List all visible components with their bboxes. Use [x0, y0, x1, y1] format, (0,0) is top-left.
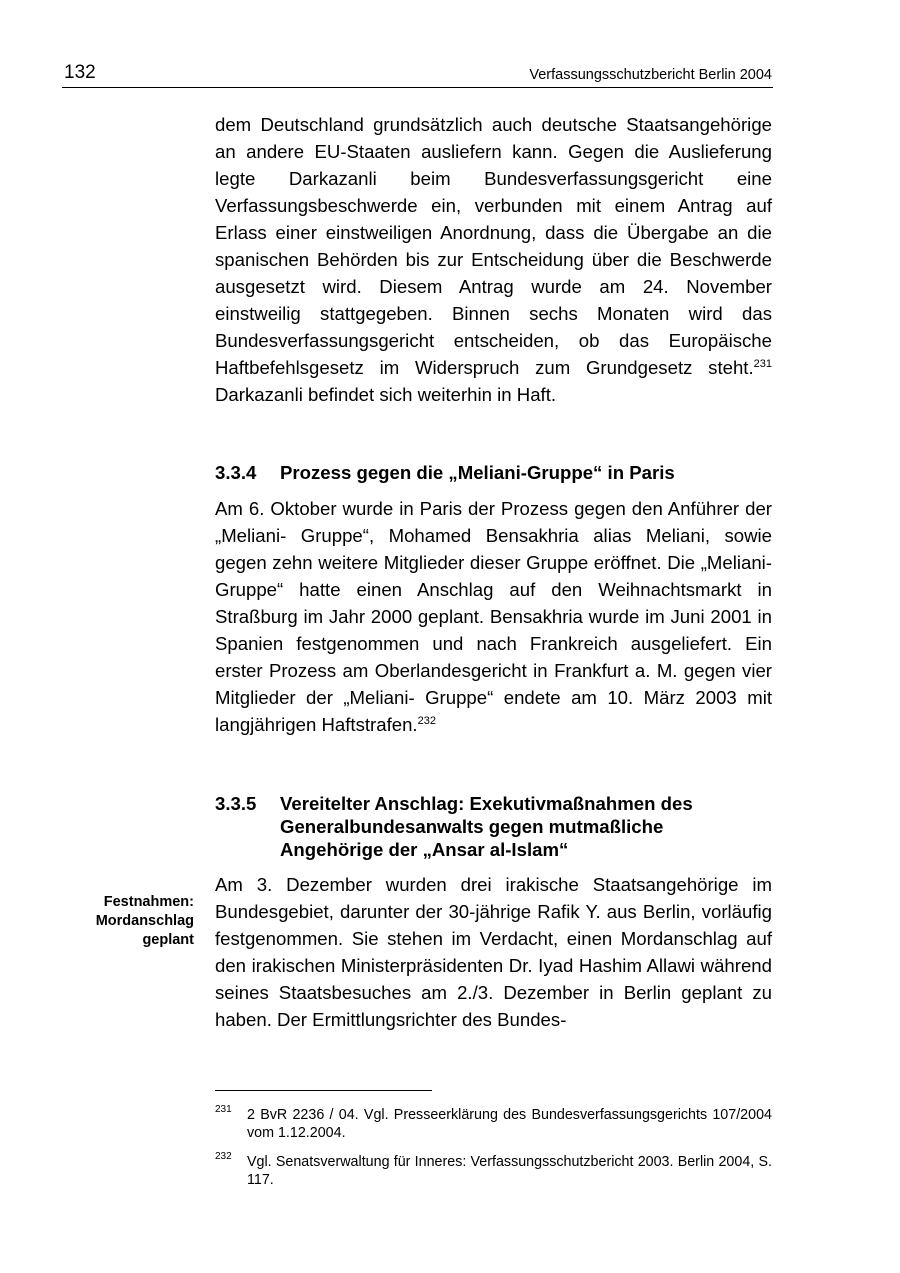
section-334-paragraph [215, 495, 772, 738]
footnote-232-text: Vgl. Senatsverwaltung für Inneres: Verfassungsschutzbericht 2003. Berlin 2004, S. 117. [247, 1154, 772, 1188]
footnote-231-text: 2 BvR 2236 / 04. Vgl. Presseerklärung des Bundesverfassungsgerichts 107/2004 vom 1.12.2004. [247, 1107, 772, 1141]
footnote-231-number: 231 [215, 1104, 232, 1115]
footnote-232-number: 232 [215, 1151, 232, 1162]
section-334-body [215, 495, 772, 738]
header-rule [62, 87, 773, 88]
margin-note [54, 893, 194, 950]
margin-note-line-1: Festnahmen: [103, 894, 194, 910]
intro-text: dem Deutschland grundsätzlich auch deutsche Staatsangehörige an andere EU-Staaten ausliefern kann. Gegen die Auslieferung legte Darkazanli beim Bundesverfassungsgericht eine Verfassungsbeschwerde ein, verbunden mit einem Antrag auf Erlass einer einstweiligen Anordnung, dass die Übergabe an die spanischen Behörden bis zur Entscheidung über die Beschwerde ausgesetzt wird. Diesem Antrag wurde am 24. November einstweilig stattgegeben. Binnen sechs Monaten wird das Bundesverfassungsgericht entscheiden, ob das Europäische Haftbefehlsgesetz im Widerspruch zum Grundgesetz steht. [215, 114, 772, 378]
footnote-231 [215, 1104, 772, 1142]
section-334-number: 3.3.4 [215, 462, 257, 483]
intro-block [215, 111, 772, 408]
section-335-number: 3.3.5 [215, 793, 257, 814]
margin-note-line-2: Mordanschlag [95, 913, 194, 929]
section-334-text: Am 6. Oktober wurde in Paris der Prozess gegen den Anführer der „Meliani- Gruppe“, Mohamed Bensakhria alias Meliani, sowie gegen zehn weitere Mitglieder dieser Gruppe eröffnet. Die „Meliani-Gruppe“ hatte einen Anschlag auf den Weihnachtsmarkt in Straßburg im Jahr 2000 geplant. Bensakhria wurde im Juni 2001 in Spanien festgenommen und nach Frankreich ausgeliefert. Ein erster Prozess am Oberlandesgericht in Frankfurt a. M. gegen vier Mitglieder der „Meliani- Gruppe“ endete am 10. März 2003 mit langjährigen Haftstrafen. [215, 498, 772, 735]
footnote-ref-232[interactable]: 232 [417, 715, 436, 727]
section-334-title: Prozess gegen die „Meliani-Gruppe“ in Paris [280, 462, 675, 483]
footnote-ref-231[interactable]: 231 [753, 358, 772, 370]
margin-note-line-3: geplant [142, 932, 194, 948]
running-title: Verfassungsschutzbericht Berlin 2004 [529, 67, 772, 83]
section-335-paragraph: Am 3. Dezember wurden drei irakische Staatsangehörige im Bundesgebiet, darunter der 30-jährige Rafik Y. aus Berlin, vorläufig festgenommen. Sie stehen im Verdacht, einen Mordanschlag auf den irakischen Ministerpräsidenten Dr. Iyad Hashim Allawi während seines Staatsbesuches am 2./3. Dezember in Berlin geplant zu haben. Der Ermittlungsrichter des Bundes- [215, 874, 772, 1030]
footnote-rule [215, 1090, 432, 1091]
page-number: 132 [64, 62, 96, 83]
section-335-title: Vereitelter Anschlag: Exekutivmaßnahmen des Generalbundesanwalts gegen mutmaßliche Angehörige der „Ansar al-Islam“ [280, 793, 693, 860]
footnote-232 [215, 1151, 772, 1189]
section-335-body [215, 871, 772, 1033]
intro-paragraph [215, 111, 772, 408]
intro-text-end: Darkazanli befindet sich weiterhin in Haft. [215, 384, 557, 405]
